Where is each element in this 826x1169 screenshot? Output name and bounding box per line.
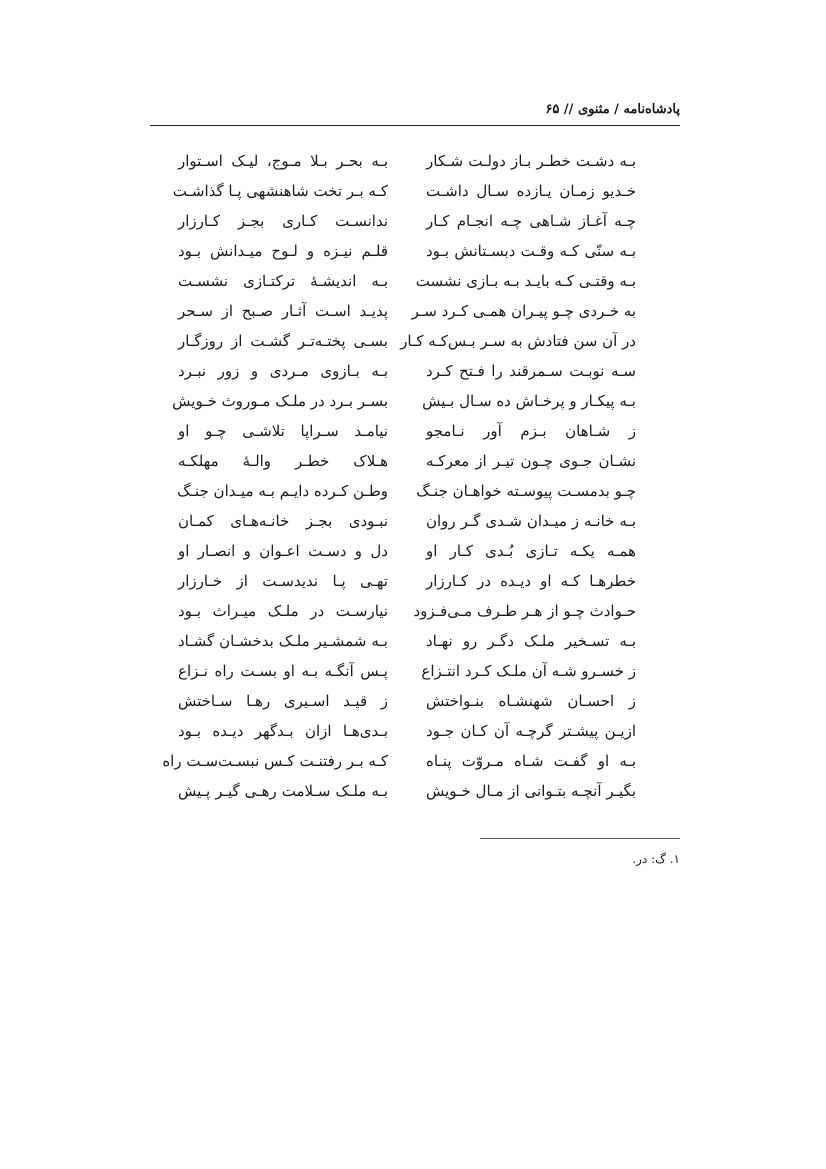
- first-hemistich: ز احسـان شهنشـاه بنـواختش: [426, 692, 636, 710]
- second-hemistich: بـدی‌هـا ازان بـدگهر دیـده بـود: [178, 722, 388, 740]
- first-hemistich: حـوادث چـو از هـر طـرف مـی‌فـزود: [413, 602, 636, 620]
- couplet: [162, 746, 636, 777]
- second-hemistich: پـس آنگـه بـه او بسـت راه نـزاع: [178, 662, 388, 680]
- couplet: [178, 506, 636, 537]
- couplet: [178, 356, 636, 387]
- couplet: [178, 326, 636, 357]
- second-hemistich: ز قیـد اسـیری رهـا سـاختش: [178, 692, 388, 710]
- footnote-rule: [480, 838, 680, 839]
- first-hemistich: ازیـن پیشـتر گرچـه آن کـان جـود: [426, 722, 636, 740]
- first-hemistich: بـه دشـت خطـر بـاز دولـت شـکار: [426, 152, 636, 170]
- first-hemistich: بـه او گفـت شـاه مـروّت پنـاه: [426, 752, 636, 770]
- second-hemistich: نبـودی بجـز خانـه‌هـای کمـان: [178, 512, 388, 530]
- couplet: [178, 596, 636, 627]
- first-hemistich: بـه خانـه ز میـدان شـدی گـر روان: [426, 512, 636, 530]
- second-hemistich: وطـن کـرده دایـم بـه میـدان جنـگ: [177, 482, 388, 500]
- couplet: [178, 476, 636, 507]
- second-hemistich: بسـی پختـه‌تـر گشـت از روزگـار: [178, 332, 388, 350]
- couplet: [178, 536, 636, 567]
- couplet: [178, 236, 636, 267]
- second-hemistich: ندانسـت کـاری بجـز کـارزار: [178, 212, 388, 230]
- couplet: [178, 446, 636, 477]
- second-hemistich: نیامـد سـراپا تلاشـی چـو او: [178, 422, 388, 440]
- page-header: [150, 98, 680, 126]
- couplet: [172, 176, 636, 207]
- second-hemistich: هـلاک خطـر والـۀ مهلکـه: [178, 452, 388, 470]
- couplet: [178, 566, 636, 597]
- second-hemistich: قلـم نیـزه و لـوح میـدانش بـود: [178, 242, 388, 260]
- first-hemistich: چـه آغـاز شـاهی چـه انجـام کـار: [426, 212, 636, 230]
- couplet: [178, 296, 636, 327]
- second-hemistich: بـه ملـک سـلامت رهـی گیـر پـیش: [178, 782, 388, 800]
- first-hemistich: چـو بدمسـت پیوسـته خواهـان جنـگ: [416, 482, 636, 500]
- first-hemistich: بگیـر آنچـه بتـوانی از مـال خـویش: [426, 782, 636, 800]
- couplet: [178, 206, 636, 237]
- first-hemistich: خطرهـا کـه او دیـده در کـارزار: [426, 572, 636, 590]
- second-hemistich: بـه شمشـیر ملـک بدخشـان گشـاد: [178, 632, 388, 650]
- couplet: [178, 716, 636, 747]
- couplet: [172, 386, 636, 417]
- couplet: [178, 626, 636, 657]
- second-hemistich: بـه بـازوی مـردی و زور نبـرد: [178, 362, 388, 380]
- first-hemistich: به خـردی چـو پیـران همـی کـرد سـر: [411, 302, 636, 320]
- second-hemistich: نیارسـت در ملـک میـراث بـود: [178, 602, 388, 620]
- couplet: [178, 656, 636, 687]
- first-hemistich: در آن سن فتادش به سـر بـس‌کـه کـار: [400, 332, 636, 350]
- first-hemistich: سـه نوبـت سـمرقند را فـتح کـرد: [426, 362, 636, 380]
- second-hemistich: کـه بـر تخت شاهنشهی پـا گذاشـت: [172, 182, 388, 200]
- couplet: [178, 776, 636, 807]
- second-hemistich: کـه بـر رفتنـت کـس نبسـت‌سـت راه: [162, 752, 388, 770]
- first-hemistich: ز خسـرو شـه آن ملـک کـرد انتـزاع: [421, 662, 636, 680]
- second-hemistich: بـه اندیشـۀ ترکتـازی نشسـت: [178, 272, 388, 290]
- second-hemistich: بسـر بـرد در ملـک مـوروث خـویش: [172, 392, 388, 410]
- second-hemistich: پدیـد اسـت آثـار صـبح از سـحر: [178, 302, 388, 320]
- couplet: [178, 416, 636, 447]
- first-hemistich: بـه سنّی کـه وقـت دبسـتانش بـود: [426, 242, 636, 260]
- couplet: [178, 146, 636, 177]
- poem-body: [162, 146, 636, 806]
- first-hemistich: بـه پیکـار و پرخـاش ده سـال بـیش: [422, 392, 636, 410]
- first-hemistich: همـه یکـه تـازی بُـدی کـار او: [426, 542, 636, 560]
- couplet: [178, 266, 636, 297]
- couplet: [178, 686, 636, 717]
- first-hemistich: نشـان جـوی چـون تیـر از معرکـه: [426, 452, 636, 470]
- first-hemistich: بـه وقتـی کـه بایـد بـه بـازی نشست: [415, 272, 636, 290]
- header-rule: [150, 125, 680, 126]
- first-hemistich: ز شـاهان بـزم آور نـامجو: [426, 422, 636, 440]
- second-hemistich: تهـی پـا ندیدسـت از خـارزار: [178, 572, 388, 590]
- first-hemistich: خـدیو زمـان یـازده سـال داشـت: [426, 182, 636, 200]
- second-hemistich: دل و دسـت اعـوان و انصـار او: [178, 542, 388, 560]
- first-hemistich: بـه تسـخیر ملـک دگـر رو نهـاد: [426, 632, 636, 650]
- footnote: ۱. گ: در.: [632, 852, 680, 866]
- second-hemistich: بـه بحـر بـلا مـوج، لیـک اسـتوار: [178, 152, 388, 170]
- running-title: پادشاه‌نامه / مثنوی // ۶۵: [545, 102, 680, 117]
